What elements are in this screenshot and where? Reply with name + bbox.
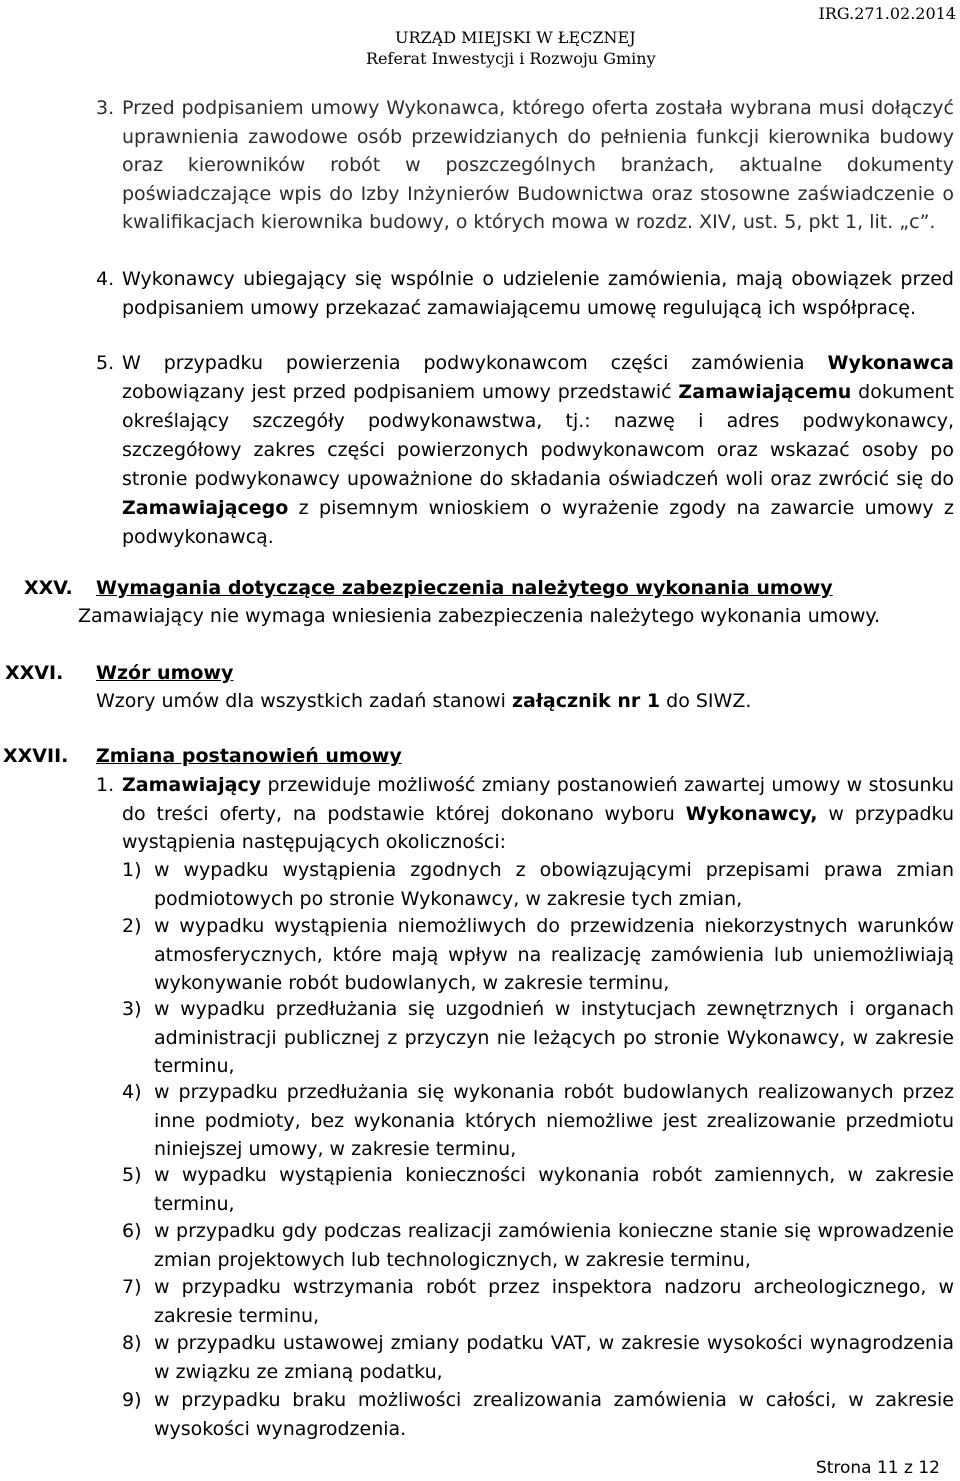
item-5-text-part: dokument określający szczegóły podwykonawstwa, tj.: nazwę i adres podwykonawcy, szczegółowy zakres części powierzonych podwykonawcom oraz wskazać osoby po stronie podwykonawcy upoważnione do składania oświadczeń woli oraz zwrócić się do (122, 381, 954, 490)
section-xxvii-number: XXVII. (3, 745, 69, 767)
section-xxv-number: XXV. (24, 577, 73, 599)
item-5-bold-zamawiajacego: Zamawiającego (122, 497, 289, 519)
point-1-text-part: przewiduje możliwość zmiany postanowień zawartej umowy w stosunku do treści oferty, na podstawie której dokonano wyboru (122, 774, 954, 825)
list-item-5-text: w wypadku wystąpienia konieczności wykonania robót zamiennych, w zakresie terminu, (154, 1164, 954, 1215)
item-4-number: 4. (96, 268, 115, 290)
point-1-text-part: w przypadku wystąpienia następujących okoliczności: (122, 802, 955, 853)
document-reference: IRG.271.02.2014 (818, 4, 956, 23)
item-5-number: 5. (96, 352, 115, 374)
list-item-8-number: 8) (122, 1332, 142, 1354)
list-item-3-number: 3) (122, 998, 142, 1020)
bold-zamawiajacy: Zamawiający (122, 774, 262, 796)
list-item-2-number: 2) (122, 915, 142, 937)
item-4-text: Wykonawcy ubiegający się wspólnie o udzielenie zamówienia, mają obowiązek przed podpisaniem umowy przekazać zamawiającemu umowę regulującą ich współpracę. (122, 268, 954, 319)
list-item-1-number: 1) (122, 859, 142, 881)
list-item-7-number: 7) (122, 1276, 142, 1298)
item-5-text (122, 349, 954, 552)
section-xxvii-point-1-number: 1. (96, 774, 115, 796)
section-xxvii-title: Zmiana postanowień umowy (96, 745, 402, 767)
section-xxv-title: Wymagania dotyczące zabezpieczenia należytego wykonania umowy (96, 577, 833, 599)
list-item-9-text: w przypadku braku możliwości zrealizowania zamówienia w całości, w zakresie wysokości wynagrodzenia. (154, 1389, 954, 1440)
list-item-8-text: w przypadku ustawowej zmiany podatku VAT, w zakresie wysokości wynagrodzenia w związku ze zmianą podatku, (154, 1332, 954, 1383)
attachment-reference: załącznik nr 1 (512, 690, 661, 712)
list-item-5-number: 5) (122, 1164, 142, 1186)
section-xxvi-body (96, 687, 751, 715)
section-xxvi-title: Wzór umowy (96, 662, 234, 684)
item-5-text-part: W przypadku powierzenia podwykonawcom części zamówienia (122, 352, 828, 374)
list-item-9-number: 9) (122, 1389, 142, 1411)
page-number: Strona 11 z 12 (815, 1458, 940, 1478)
office-name: URZĄD MIEJSKI W ŁĘCZNEJ (395, 28, 636, 47)
list-item-4-number: 4) (122, 1081, 142, 1103)
item-5-bold-wykonawca: Wykonawca (827, 352, 954, 374)
list-item-6-number: 6) (122, 1220, 142, 1242)
section-xxvi-body-text: Wzory umów dla wszystkich zadań stanowi (96, 690, 512, 712)
item-3-text: Przed podpisaniem umowy Wykonawca, którego oferta została wybrana musi dołączyć uprawnienia zawodowe osób przewidzianych do pełnienia funkcji kierownika budowy oraz kierowników robót w poszczególnych branżach, aktualne dokumenty poświadczające wpis do Izby Inżynierów Budownictwa oraz stosowne zaświadczenie o kwalifikacjach kierownika budowy, o których mowa w rozdz. XIV, ust. 5, pkt 1, lit. „c”. (122, 97, 954, 233)
department-name: Referat Inwestycji i Rozwoju Gminy (366, 49, 656, 68)
item-5-text-part: zobowiązany jest przed podpisaniem umowy przedstawić (122, 381, 679, 403)
section-xxv-body: Zamawiający nie wymaga wniesienia zabezpieczenia należytego wykonania umowy. (78, 605, 880, 627)
section-xxvi-body-text: do SIWZ. (660, 690, 752, 712)
list-item-2-text: w wypadku wystąpienia niemożliwych do przewidzenia niekorzystnych warunków atmosferycznych, które mają wpływ na realizację zamówienia lub uniemożliwiają wykonywanie robót budowlanych, w zakresie terminu, (154, 915, 954, 994)
list-item-1-text: w wypadku wystąpienia zgodnych z obowiązującymi przepisami prawa zmian podmiotowych po stronie Wykonawcy, w zakresie tych zmian, (154, 859, 954, 910)
section-xxvi-number: XXVI. (5, 662, 64, 684)
list-item-6-text: w przypadku gdy podczas realizacji zamówienia konieczne stanie się wprowadzenie zmian projektowych lub technologicznych, w zakresie terminu, (154, 1220, 954, 1271)
item-5-text-part: z pisemnym wnioskiem o wyrażenie zgody na zawarcie umowy z podwykonawcą. (122, 497, 954, 548)
section-xxvii-point-1-text (122, 771, 954, 857)
list-item-3-text: w wypadku przedłużania się uzgodnień w instytucjach zewnętrznych i organach administracji publicznej z przyczyn nie leżących po stronie Wykonawcy, w zakresie terminu, (154, 998, 954, 1077)
bold-wykonawcy: Wykonawcy, (685, 802, 818, 825)
list-item-7-text: w przypadku wstrzymania robót przez inspektora nadzoru archeologicznego, w zakresie terminu, (154, 1276, 954, 1327)
item-5-bold-zamawiajacemu: Zamawiającemu (678, 381, 852, 403)
list-item-4-text: w przypadku przedłużania się wykonania robót budowlanych realizowanych przez inne podmioty, bez wykonania których niemożliwe jest zrealizowanie przedmiotu niniejszej umowy, w zakresie terminu, (154, 1081, 954, 1160)
item-3-number: 3. (96, 97, 115, 119)
